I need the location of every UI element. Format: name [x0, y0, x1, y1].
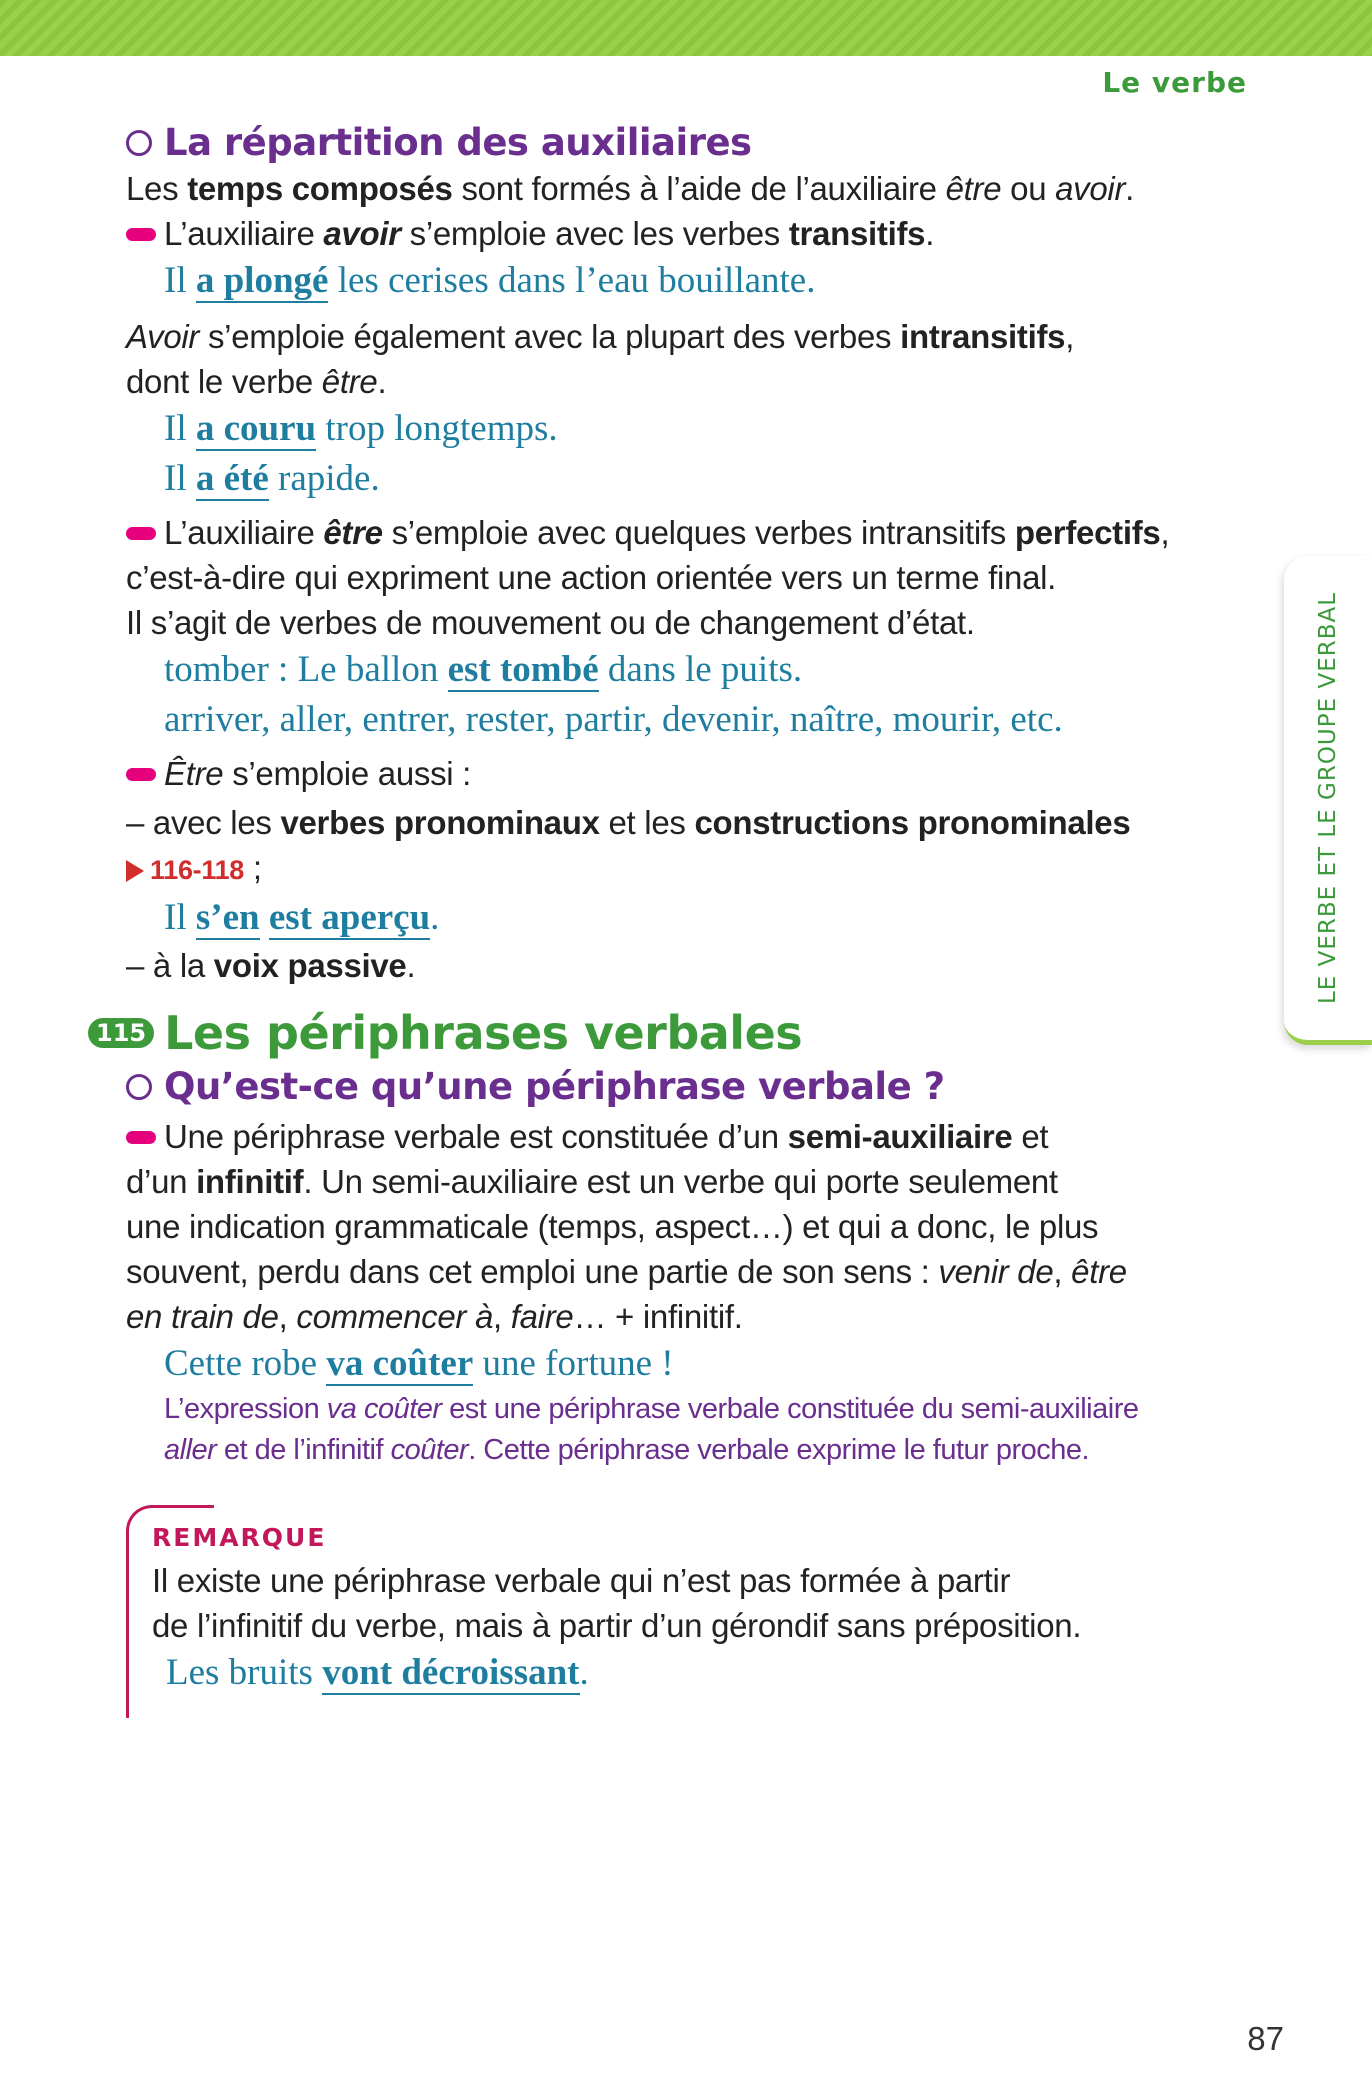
- top-band: [0, 0, 1372, 56]
- text: trop longtemps.: [316, 408, 558, 449]
- example-sentence: [164, 1339, 1256, 1389]
- term: intransitifs: [900, 318, 1066, 355]
- bullet-etre-aussi: [126, 751, 1256, 796]
- text: Il: [164, 260, 196, 301]
- verb: a été: [195, 458, 269, 499]
- remark-line: de l’infinitif du verbe, mais à partir d’un gérondif sans préposition.: [152, 1607, 1082, 1644]
- remark-title: REMARQUE: [152, 1523, 327, 1552]
- term: Avoir: [126, 318, 200, 355]
- section-heading-115: [88, 1006, 1256, 1060]
- text: et de l’infinitif: [216, 1434, 391, 1466]
- text: L’expression: [164, 1393, 327, 1425]
- text: s’emploie avec quelques verbes intransitifs: [382, 514, 1015, 551]
- text: et les: [599, 804, 695, 841]
- subheading-text: La répartition des auxiliaires: [164, 121, 752, 164]
- example-sentence: [164, 404, 1256, 454]
- term: commencer à: [296, 1298, 494, 1335]
- text: . Cette périphrase verbale exprime le futur proche.: [468, 1434, 1090, 1466]
- paragraph-line: [126, 1159, 1256, 1204]
- example-sentence: [164, 893, 1256, 943]
- term: temps composés: [187, 170, 453, 207]
- term: transitifs: [788, 215, 926, 252]
- text: . Un semi-auxiliaire est un verbe qui porte seulement: [303, 1163, 1058, 1200]
- text: ,: [1065, 318, 1075, 355]
- page-content: [96, 120, 1256, 1698]
- term: en train de: [126, 1298, 279, 1335]
- text: les cerises dans l’eau bouillante.: [328, 260, 816, 301]
- intro-paragraph: [126, 166, 1256, 211]
- page-number: 87: [1247, 2020, 1284, 2057]
- pronoun: s’en: [195, 897, 260, 938]
- term: semi-auxiliaire: [787, 1118, 1013, 1155]
- reference-link[interactable]: 116-118: [150, 855, 245, 885]
- term: faire: [510, 1298, 574, 1335]
- text: .: [579, 1652, 589, 1693]
- text: Cette robe: [164, 1343, 327, 1384]
- paragraph-line: [126, 359, 1256, 404]
- text: .: [925, 215, 935, 252]
- remark-line: Il existe une périphrase verbale qui n’est pas formée à partir: [152, 1562, 1011, 1599]
- subheading-auxiliaires: [126, 120, 1256, 166]
- example-verb-list: arriver, aller, entrer, rester, partir, devenir, naître, mourir, etc.: [164, 699, 1063, 740]
- text: ,: [1160, 514, 1170, 551]
- text: souvent, perdu dans cet emploi une partie de son sens :: [126, 1253, 939, 1290]
- explanation-note: [164, 1389, 1256, 1430]
- example-sentence: [166, 1648, 1256, 1698]
- text: … + infinitif.: [573, 1298, 743, 1335]
- text: Une périphrase verbale est constituée d’un: [164, 1118, 788, 1155]
- dash-item-pronominaux: [126, 800, 1256, 845]
- term: coûter: [390, 1434, 469, 1466]
- pill-bullet-icon: [126, 527, 156, 540]
- definition-paragraph: [126, 1114, 1256, 1159]
- text: s’emploie avec les verbes: [400, 215, 789, 252]
- remark-box: [126, 1505, 1256, 1698]
- term: va coûter: [326, 1393, 442, 1425]
- bullet-etre: [126, 510, 1256, 555]
- term: être: [321, 363, 378, 400]
- pill-bullet-icon: [126, 1131, 156, 1144]
- term: infinitif: [196, 1163, 304, 1200]
- term: venir de: [938, 1253, 1054, 1290]
- text: d’un: [126, 1163, 197, 1200]
- term: Être: [164, 755, 224, 792]
- paragraph-line: [126, 1294, 1256, 1339]
- bullet-avoir: [126, 211, 1256, 256]
- text: et: [1012, 1118, 1049, 1155]
- text: L’auxiliaire: [164, 215, 324, 252]
- term: être: [945, 170, 1002, 207]
- example-sentence: [164, 256, 1256, 306]
- term: avoir: [1055, 170, 1126, 207]
- arrow-right-icon: [126, 860, 144, 882]
- term: voix passive: [213, 947, 407, 984]
- text: L’auxiliaire: [164, 514, 324, 551]
- verb: est aperçu: [268, 897, 431, 938]
- example-sentence: [164, 645, 1256, 695]
- text: – avec les: [126, 804, 281, 841]
- paragraph-line: Il s’agit de verbes de mouvement ou de changement d’état.: [126, 604, 975, 641]
- text: Les: [126, 170, 188, 207]
- verb: va coûter: [326, 1343, 474, 1384]
- term: constructions pronominales: [694, 804, 1131, 841]
- paragraph-line: une indication grammaticale (temps, aspect…) et qui a donc, le plus: [126, 1208, 1099, 1245]
- text: [260, 897, 269, 938]
- pill-bullet-icon: [126, 228, 156, 241]
- text: Il: [164, 408, 196, 449]
- text: .: [377, 363, 387, 400]
- subheading-periphrase: [126, 1064, 1256, 1110]
- text: .: [430, 897, 440, 938]
- term: aller: [164, 1434, 217, 1466]
- text: ;: [244, 849, 262, 886]
- subheading-text: Qu’est-ce qu’une périphrase verbale ?: [164, 1065, 945, 1108]
- section-number-badge: 115: [88, 1018, 154, 1048]
- text: tomber : Le ballon: [164, 649, 448, 690]
- side-tab-label: LE VERBE ET LE GROUPE VERBAL: [1315, 591, 1341, 1005]
- circle-bullet-icon: [126, 1074, 152, 1100]
- term: avoir: [323, 215, 401, 252]
- text: ,: [1053, 1253, 1072, 1290]
- side-tab[interactable]: [1284, 556, 1372, 1045]
- text: s’emploie aussi :: [223, 755, 472, 792]
- term: être: [1071, 1253, 1127, 1290]
- text: une fortune !: [473, 1343, 674, 1384]
- term: perfectifs: [1014, 514, 1161, 551]
- verb: est tombé: [447, 649, 599, 690]
- dash-item-passive: [126, 943, 1256, 988]
- text: Il: [164, 897, 196, 938]
- section-title: Les périphrases verbales: [164, 1006, 803, 1060]
- text: dans le puits.: [598, 649, 803, 690]
- text: .: [1125, 170, 1135, 207]
- text: – à la: [126, 947, 214, 984]
- circle-bullet-icon: [126, 130, 152, 156]
- text: ,: [278, 1298, 297, 1335]
- verb: vont décroissant: [322, 1652, 580, 1693]
- paragraph-line: c’est-à-dire qui expriment une action orientée vers un terme final.: [126, 559, 1057, 596]
- text: s’emploie également avec la plupart des verbes: [199, 318, 901, 355]
- text: rapide.: [268, 458, 380, 499]
- running-head: Le verbe: [1102, 66, 1247, 99]
- text: Les bruits: [166, 1652, 323, 1693]
- cross-reference[interactable]: [126, 845, 1256, 893]
- verb: a plongé: [195, 260, 329, 301]
- text: ou: [1001, 170, 1056, 207]
- text: sont formés à l’aide de l’auxiliaire: [452, 170, 946, 207]
- text: Il: [164, 458, 196, 499]
- example-sentence: [164, 454, 1256, 504]
- text: .: [406, 947, 416, 984]
- term: être: [323, 514, 383, 551]
- paragraph-avoir-intransitifs: [126, 314, 1256, 359]
- explanation-note: [164, 1430, 1256, 1471]
- pill-bullet-icon: [126, 768, 156, 781]
- text: est une périphrase verbale constituée du semi-auxiliaire: [441, 1393, 1139, 1425]
- paragraph-line: [126, 1249, 1256, 1294]
- text: dont le verbe: [126, 363, 322, 400]
- verb: a couru: [195, 408, 317, 449]
- remark-bracket: [126, 1505, 214, 1718]
- text: ,: [493, 1298, 511, 1335]
- term: verbes pronominaux: [280, 804, 600, 841]
